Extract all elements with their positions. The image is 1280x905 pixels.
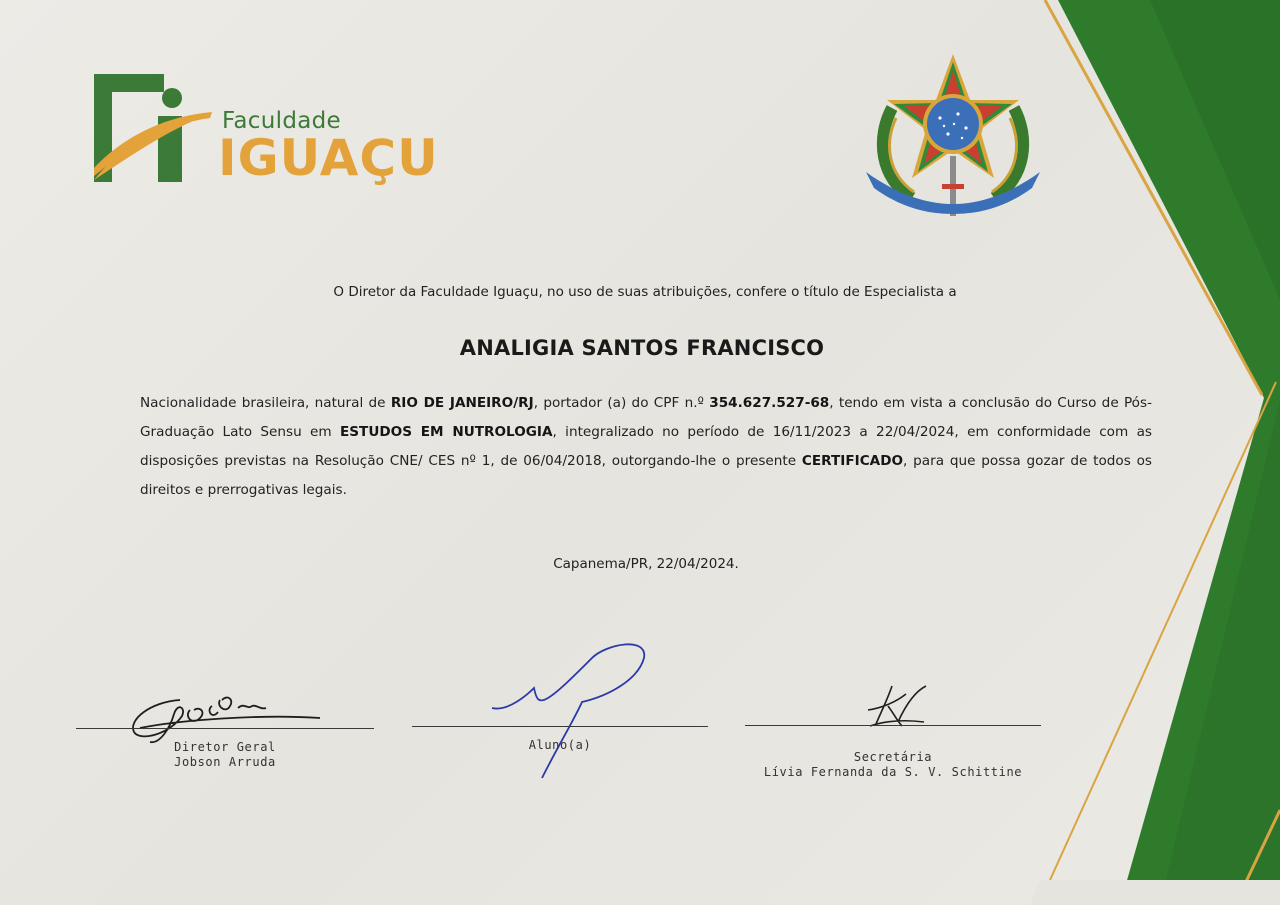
recipient-name: ANALIGIA SANTOS FRANCISCO <box>459 336 825 360</box>
body-text-part: Nacionalidade brasileira, natural de <box>140 395 391 411</box>
secretary-name: Lívia Fernanda da S. V. Schittine <box>763 765 1023 779</box>
logo-text-faculdade: Faculdade <box>222 108 341 134</box>
secretary-role: Secretária <box>853 750 933 764</box>
cpf-number: 354.627.527-68 <box>709 395 830 411</box>
secretary-signature-line <box>745 725 1041 726</box>
student-signature-line <box>412 726 708 727</box>
director-signature-line <box>76 728 374 729</box>
certificate-body <box>140 389 1152 505</box>
student-role: Aluno(a) <box>528 738 592 752</box>
body-text-part: , tendo em vista a conclusão do Curso de Pós-Graduação Lato Sensu em <box>140 395 1152 440</box>
body-text-part: , integralizado no período de 16/11/2023 a 22/04/2024, em conformidade com as disposições previstas na Resolução CNE/ CES nº 1, de 06/04/2018, outorgando-lhe o presente <box>140 424 1152 469</box>
place-and-date: Capanema/PR, 22/04/2024. <box>553 556 739 572</box>
document-type: CERTIFICADO <box>801 453 904 469</box>
brazil-coat-of-arms-icon <box>862 48 1044 226</box>
birthplace: RIO DE JANEIRO/RJ <box>390 395 534 411</box>
body-text-part: , para que possa gozar de todos os direitos e prerrogativas legais. <box>140 453 1152 498</box>
logo-text-iguacu: IGUAÇU <box>218 129 439 187</box>
certificate-intro: O Diretor da Faculdade Iguaçu, no uso de suas atribuições, confere o título de Especialista a <box>333 284 957 300</box>
course-name: ESTUDOS EM NUTROLOGIA <box>339 424 553 440</box>
director-role: Diretor Geral <box>174 740 276 754</box>
director-name: Jobson Arruda <box>174 755 276 769</box>
body-text-part: , portador (a) do CPF n.º <box>533 395 710 411</box>
student-signature-icon <box>488 636 658 784</box>
